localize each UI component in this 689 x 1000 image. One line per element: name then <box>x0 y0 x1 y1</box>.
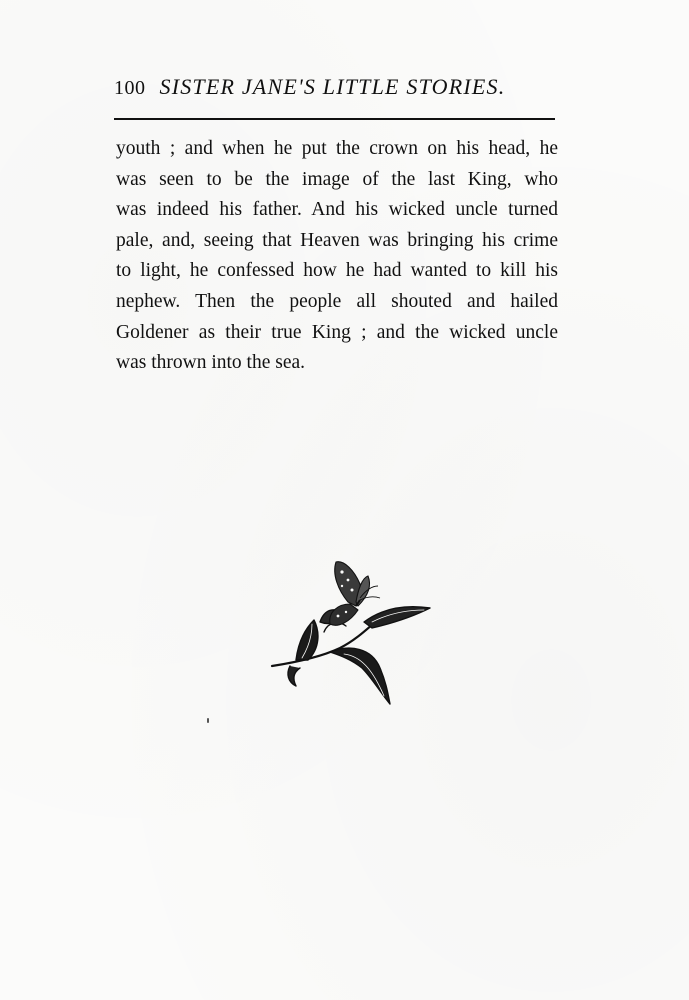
text-line: pale, and, seeing that Heaven was bringing his crime <box>116 229 558 251</box>
running-title: SISTER JANE'S LITTLE STORIES. <box>159 74 506 99</box>
text-line: was thrown into the sea. <box>116 352 306 374</box>
text-line: nephew. Then the people all shouted and hailed <box>116 290 558 312</box>
story-paragraph <box>116 134 558 379</box>
flower-butterfly-vignette-icon <box>268 556 436 708</box>
text-line: was seen to be the image of the last King, who <box>116 168 558 190</box>
text-line: youth ; and when he put the crown on his head, he <box>116 138 558 159</box>
running-header <box>114 74 554 104</box>
text-line: was indeed his father. And his wicked uncle turned <box>116 199 558 221</box>
text-line: Goldener as their true King ; and the wicked uncle <box>116 321 558 343</box>
paper-speck <box>207 718 209 723</box>
header-rule <box>114 118 555 120</box>
text-line: to light, he confessed how he had wanted to kill his <box>116 260 558 282</box>
page-number: 100 <box>114 77 146 99</box>
